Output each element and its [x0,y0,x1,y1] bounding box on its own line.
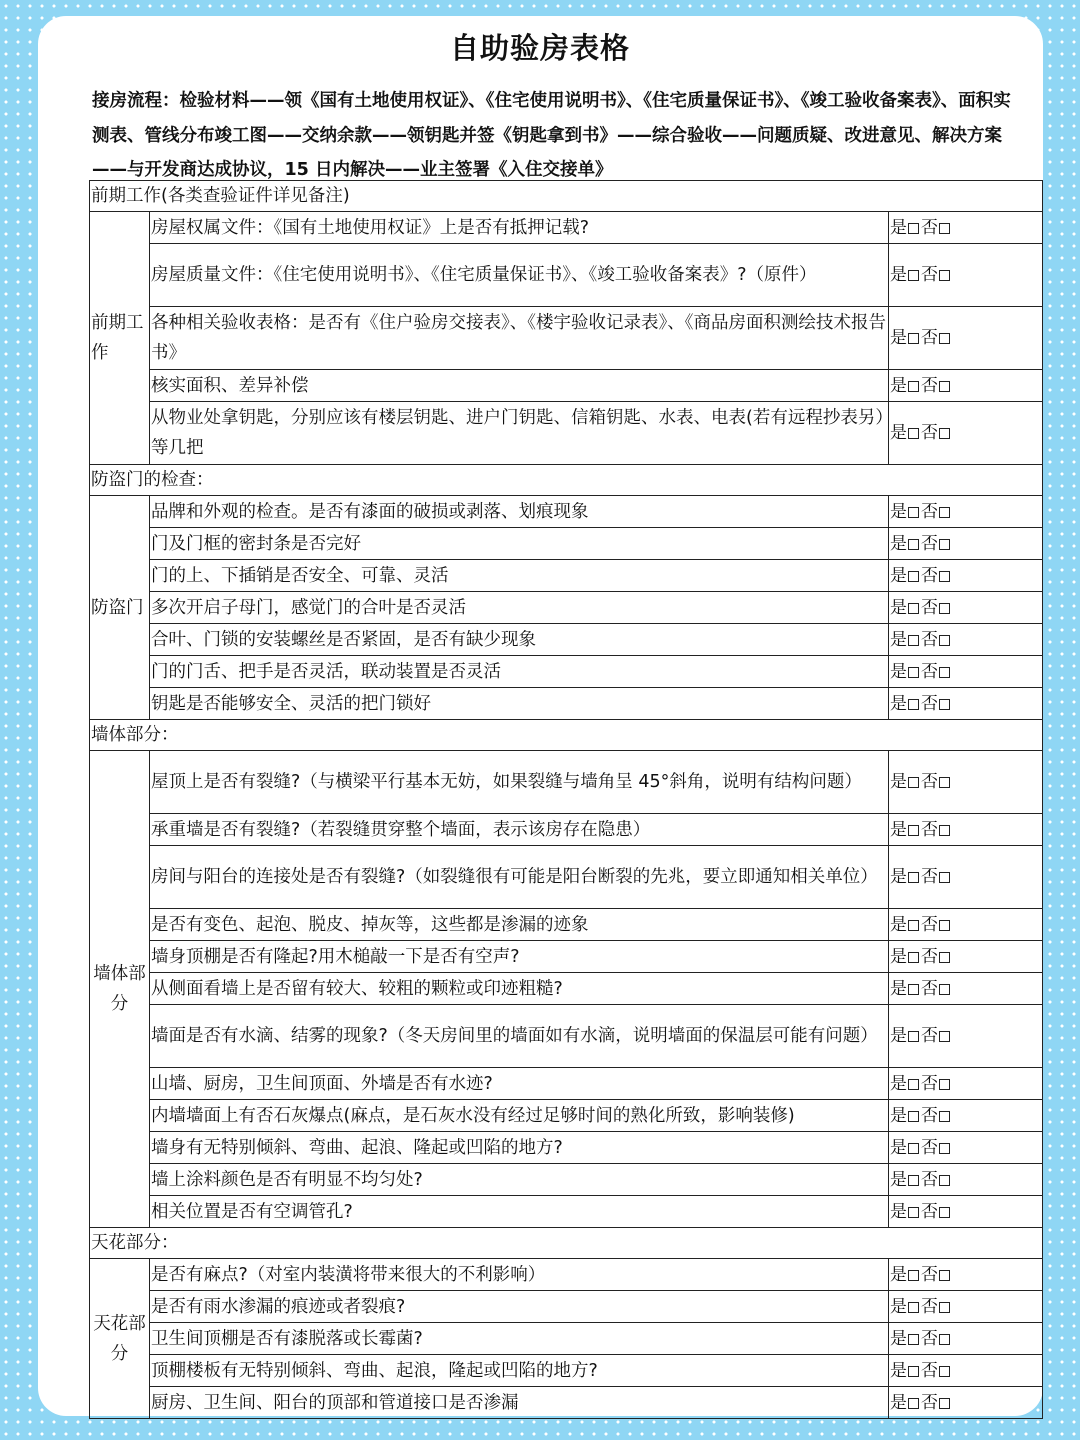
yes-no-cell [889,1132,1043,1164]
no-label: 否 [921,661,938,682]
yes-label: 是 [890,1201,907,1222]
no-label: 否 [921,772,938,792]
section-header-row [90,465,1043,496]
no-label: 否 [921,565,938,586]
no-checkbox[interactable] [939,571,950,582]
checklist-row [90,624,1043,656]
no-checkbox[interactable] [939,223,950,234]
yes-no-cell [889,1259,1043,1291]
yes-no-cell [889,688,1043,720]
yes-no-cell [889,1100,1043,1132]
yes-checkbox[interactable] [908,381,919,392]
category-cell: 防盗门 [90,496,150,720]
yes-no-cell [889,973,1043,1005]
yes-no-cell [889,528,1043,560]
no-checkbox[interactable] [939,539,950,550]
checklist-item: 屋顶上是否有裂缝?（与横梁平行基本无妨，如果裂缝与墙角呈 45°斜角，说明有结构问题） [150,751,889,814]
no-label: 否 [921,1296,938,1317]
no-checkbox[interactable] [939,1079,950,1090]
no-label: 否 [921,629,938,650]
no-checkbox[interactable] [939,1334,950,1345]
yes-no-cell [889,624,1043,656]
yes-checkbox[interactable] [908,223,919,234]
yes-no-cell [889,1005,1043,1068]
section-header: 防盗门的检查： [90,465,1043,496]
checklist-item: 品牌和外观的检查。是否有漆面的破损或剥落、划痕现象 [150,496,889,528]
checklist-row [90,1387,1043,1419]
yes-label: 是 [890,597,907,618]
checklist-item: 卫生间顶棚是否有漆脱落或长霉菌? [150,1323,889,1355]
yes-checkbox[interactable] [908,952,919,963]
yes-label: 是 [890,661,907,682]
checklist-item: 墙上涂料颜色是否有明显不均匀处? [150,1164,889,1196]
checklist-row [90,1164,1043,1196]
yes-label: 是 [890,1360,907,1381]
no-label: 否 [921,328,938,348]
no-label: 否 [921,597,938,618]
checklist-row [90,402,1043,465]
yes-checkbox[interactable] [908,635,919,646]
yes-no-cell [889,212,1043,244]
checklist-row [90,846,1043,909]
checklist-item: 各种相关验收表格：是否有《住户验房交接表》、《楼宇验收记录表》、《商品房面积测绘技术报告书》 [150,307,889,370]
yes-label: 是 [890,946,907,967]
no-checkbox[interactable] [939,1143,950,1154]
checklist-row [90,1259,1043,1291]
yes-label: 是 [890,978,907,999]
yes-label: 是 [890,1137,907,1158]
no-label: 否 [921,423,938,443]
checklist-row [90,909,1043,941]
category-cell: 前期工作 [90,212,150,465]
category-cell: 天花部分 [90,1259,150,1419]
no-checkbox[interactable] [939,872,950,883]
checklist-row [90,1291,1043,1323]
checklist-row [90,560,1043,592]
yes-checkbox[interactable] [908,571,919,582]
checklist-row [90,1005,1043,1068]
no-label: 否 [921,533,938,554]
no-label: 否 [921,1105,938,1126]
yes-label: 是 [890,1264,907,1285]
yes-label: 是 [890,565,907,586]
yes-no-cell [889,1164,1043,1196]
checklist-row [90,370,1043,402]
checklist-item: 门及门框的密封条是否完好 [150,528,889,560]
yes-no-cell [889,814,1043,846]
no-checkbox[interactable] [939,1207,950,1218]
yes-checkbox[interactable] [908,984,919,995]
yes-label: 是 [890,265,907,285]
no-checkbox[interactable] [939,1031,950,1042]
no-checkbox[interactable] [939,1270,950,1281]
yes-checkbox[interactable] [908,872,919,883]
yes-no-cell [889,846,1043,909]
no-label: 否 [921,1026,938,1046]
section-header-row [90,1228,1043,1259]
checklist-row [90,1100,1043,1132]
no-checkbox[interactable] [939,984,950,995]
yes-checkbox[interactable] [908,539,919,550]
no-label: 否 [921,914,938,935]
section-header: 天花部分： [90,1228,1043,1259]
no-checkbox[interactable] [939,603,950,614]
checklist-row [90,1355,1043,1387]
no-label: 否 [921,1201,938,1222]
no-label: 否 [921,375,938,396]
no-label: 否 [921,501,938,522]
checklist-row [90,212,1043,244]
no-label: 否 [921,1137,938,1158]
no-checkbox[interactable] [939,1366,950,1377]
checklist-row [90,1196,1043,1228]
checklist-item: 从物业处拿钥匙，分别应该有楼层钥匙、进户门钥匙、信箱钥匙、水表、电表(若有远程抄表另）等几把 [150,402,889,465]
yes-checkbox[interactable] [908,825,919,836]
checklist-row [90,973,1043,1005]
yes-checkbox[interactable] [908,1366,919,1377]
checklist-item: 厨房、卫生间、阳台的顶部和管道接口是否渗漏 [150,1387,889,1419]
no-label: 否 [921,1073,938,1094]
no-checkbox[interactable] [939,667,950,678]
no-label: 否 [921,1328,938,1349]
checklist-item: 墙身有无特别倾斜、弯曲、起浪、隆起或凹陷的地方? [150,1132,889,1164]
section-header-row [90,720,1043,751]
checklist-item: 墙面是否有水滴、结雾的现象?（冬天房间里的墙面如有水滴，说明墙面的保温层可能有问题） [150,1005,889,1068]
yes-no-cell [889,560,1043,592]
no-checkbox[interactable] [939,270,950,281]
checklist-row [90,307,1043,370]
category-cell: 墙体部分 [90,751,150,1228]
checklist-item: 核实面积、差异补偿 [150,370,889,402]
yes-checkbox[interactable] [908,667,919,678]
checklist-item: 是否有变色、起泡、脱皮、掉灰等，这些都是渗漏的迹象 [150,909,889,941]
page-title: 自助验房表格 [449,31,630,65]
checklist-row [90,528,1043,560]
checklist-item: 顶棚楼板有无特别倾斜、弯曲、起浪，隆起或凹陷的地方? [150,1355,889,1387]
no-checkbox[interactable] [939,1111,950,1122]
yes-label: 是 [890,772,907,792]
checklist-row [90,592,1043,624]
no-label: 否 [921,867,938,887]
yes-label: 是 [890,629,907,650]
section-header: 墙体部分： [90,720,1043,751]
checklist-item: 门的上、下插销是否安全、可靠、灵活 [150,560,889,592]
yes-checkbox[interactable] [908,1398,919,1409]
no-label: 否 [921,1264,938,1285]
yes-label: 是 [890,1073,907,1094]
yes-no-cell [889,1068,1043,1100]
no-checkbox[interactable] [939,699,950,710]
checklist-row [90,814,1043,846]
yes-checkbox[interactable] [908,1143,919,1154]
checklist-row [90,656,1043,688]
no-label: 否 [921,946,938,967]
yes-label: 是 [890,693,907,714]
yes-no-cell [889,244,1043,307]
yes-checkbox[interactable] [908,333,919,344]
checklist-row [90,1068,1043,1100]
no-checkbox[interactable] [939,825,950,836]
no-label: 否 [921,978,938,999]
checklist-row [90,688,1043,720]
yes-checkbox[interactable] [908,1302,919,1313]
checklist-item: 房间与阳台的连接处是否有裂缝?（如裂缝很有可能是阳台断裂的先兆，要立即通知相关单位） [150,846,889,909]
yes-no-cell [889,1355,1043,1387]
no-checkbox[interactable] [939,952,950,963]
yes-no-cell [889,370,1043,402]
no-label: 否 [921,217,938,238]
yes-checkbox[interactable] [908,1207,919,1218]
checklist-item: 从侧面看墙上是否留有较大、较粗的颗粒或印迹粗糙? [150,973,889,1005]
checklist-item: 钥匙是否能够安全、灵活的把门锁好 [150,688,889,720]
yes-label: 是 [890,533,907,554]
checklist-item: 内墙墙面上有否石灰爆点(麻点，是石灰水没有经过足够时间的熟化所致，影响装修) [150,1100,889,1132]
yes-checkbox[interactable] [908,603,919,614]
yes-checkbox[interactable] [908,1175,919,1186]
checklist-item: 多次开启子母门，感觉门的合叶是否灵活 [150,592,889,624]
no-checkbox[interactable] [939,920,950,931]
inspection-table-body [90,181,1043,1419]
yes-checkbox[interactable] [908,270,919,281]
checklist-row [90,1323,1043,1355]
no-checkbox[interactable] [939,635,950,646]
yes-no-cell [889,1387,1043,1419]
no-label: 否 [921,693,938,714]
yes-no-cell [889,909,1043,941]
no-checkbox[interactable] [939,1302,950,1313]
no-checkbox[interactable] [939,381,950,392]
yes-label: 是 [890,1026,907,1046]
yes-no-cell [889,402,1043,465]
yes-no-cell [889,1196,1043,1228]
checklist-item: 是否有麻点?（对室内装潢将带来很大的不利影响） [150,1259,889,1291]
yes-checkbox[interactable] [908,777,919,788]
no-checkbox[interactable] [939,507,950,518]
yes-label: 是 [890,819,907,840]
yes-label: 是 [890,1328,907,1349]
no-checkbox[interactable] [939,1175,950,1186]
no-checkbox[interactable] [939,777,950,788]
yes-label: 是 [890,1105,907,1126]
yes-checkbox[interactable] [908,699,919,710]
yes-label: 是 [890,1392,907,1413]
checklist-item: 房屋权属文件：《国有土地使用权证》上是否有抵押记载? [150,212,889,244]
yes-no-cell [889,307,1043,370]
checklist-item: 门的门舌、把手是否灵活，联动装置是否灵活 [150,656,889,688]
yes-label: 是 [890,217,907,238]
checklist-row [90,1132,1043,1164]
yes-no-cell [889,496,1043,528]
checklist-row [90,941,1043,973]
yes-checkbox[interactable] [908,1079,919,1090]
yes-label: 是 [890,1169,907,1190]
yes-label: 是 [890,328,907,348]
no-label: 否 [921,819,938,840]
no-checkbox[interactable] [939,428,950,439]
yes-checkbox[interactable] [908,1270,919,1281]
yes-checkbox[interactable] [908,1111,919,1122]
yes-no-cell [889,1323,1043,1355]
yes-no-cell [889,592,1043,624]
checklist-item: 相关位置是否有空调管孔? [150,1196,889,1228]
no-label: 否 [921,1169,938,1190]
no-checkbox[interactable] [939,333,950,344]
checklist-row [90,751,1043,814]
checklist-row [90,496,1043,528]
checklist-item: 山墙、厨房，卫生间顶面、外墙是否有水迹? [150,1068,889,1100]
intro-process-text: 接房流程：检验材料——领《国有土地使用权证》、《住宅使用说明书》、《住宅质量保证书》、《竣工验收备案表》、面积实测表、管线分布竣工图——交纳余款——领钥匙并签《钥匙拿到书》——综合验收——问题质疑、改进意见、解决方案——与开发商达成协议，15 日内解决——业主签署《入住交接单》 [92,91,1011,180]
inspection-table [89,180,1043,1419]
yes-label: 是 [890,375,907,396]
yes-label: 是 [890,501,907,522]
yes-checkbox[interactable] [908,428,919,439]
yes-no-cell [889,1291,1043,1323]
yes-checkbox[interactable] [908,1334,919,1345]
section-header: 前期工作(各类查验证件详见备注) [90,181,1043,212]
yes-label: 是 [890,423,907,443]
yes-label: 是 [890,1296,907,1317]
yes-checkbox[interactable] [908,507,919,518]
checklist-item: 是否有雨水渗漏的痕迹或者裂痕? [150,1291,889,1323]
yes-no-cell [889,941,1043,973]
yes-no-cell [889,656,1043,688]
checklist-item: 墙身顶棚是否有隆起?用木槌敲一下是否有空声? [150,941,889,973]
checklist-item: 合叶、门锁的安装螺丝是否紧固，是否有缺少现象 [150,624,889,656]
yes-checkbox[interactable] [908,1031,919,1042]
checklist-item: 房屋质量文件：《住宅使用说明书》、《住宅质量保证书》、《竣工验收备案表》?（原件） [150,244,889,307]
yes-label: 是 [890,867,907,887]
yes-label: 是 [890,914,907,935]
checklist-item: 承重墙是否有裂缝?（若裂缝贯穿整个墙面，表示该房存在隐患） [150,814,889,846]
no-label: 否 [921,1392,938,1413]
no-label: 否 [921,1360,938,1381]
section-header-row [90,181,1043,212]
no-label: 否 [921,265,938,285]
no-checkbox[interactable] [939,1398,950,1409]
checklist-row [90,244,1043,307]
yes-checkbox[interactable] [908,920,919,931]
yes-no-cell [889,751,1043,814]
